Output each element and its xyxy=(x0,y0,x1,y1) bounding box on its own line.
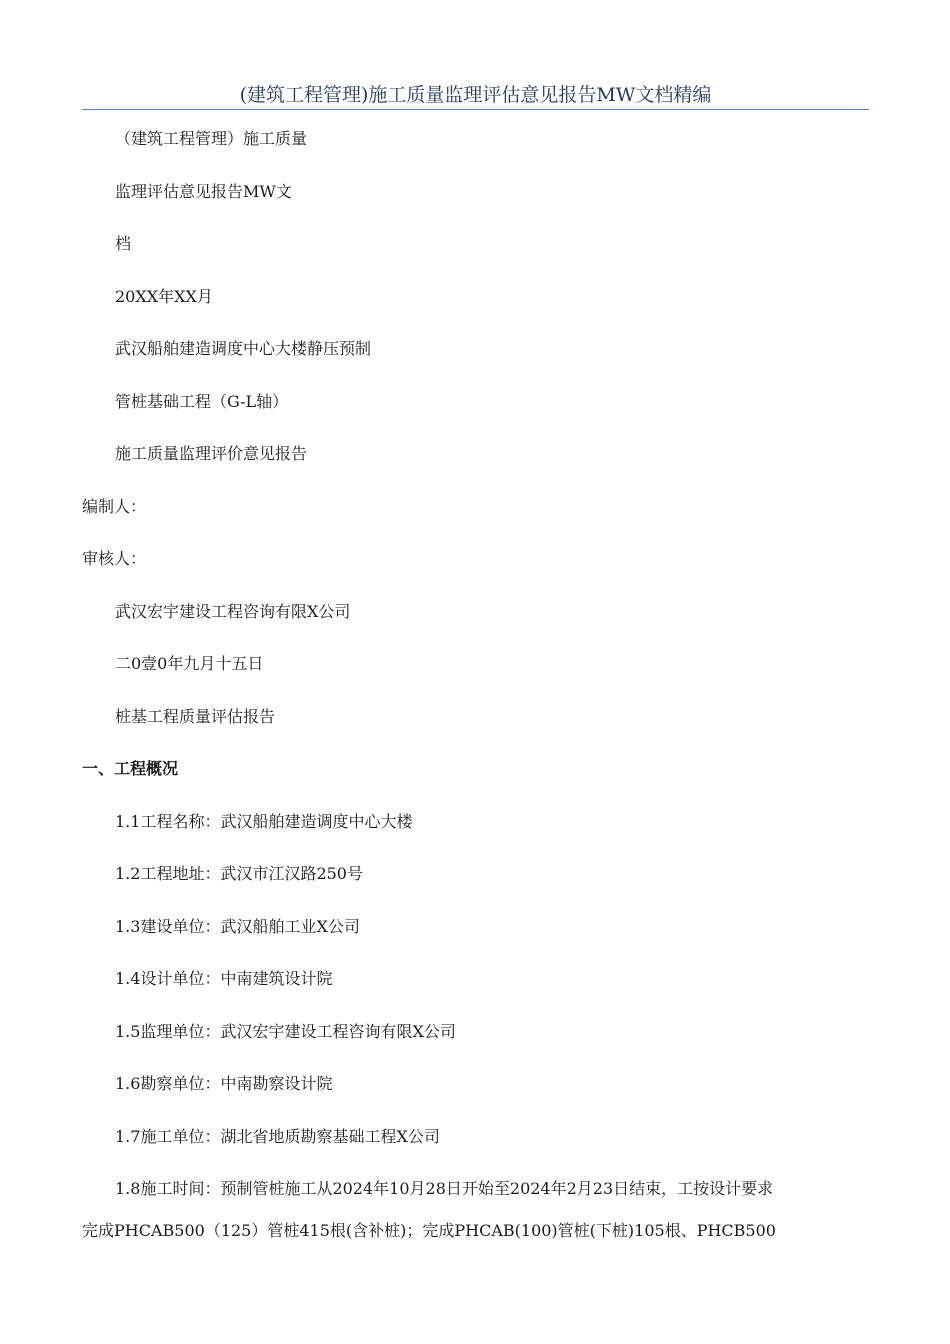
overview-item-1-2: 1.2工程地址：武汉市江汉路250号 xyxy=(115,864,363,883)
cover-date-placeholder: 20XX年XX月 xyxy=(115,287,213,306)
overview-item-1-7: 1.7施工单位：湖北省地质勘察基础工程X公司 xyxy=(115,1127,440,1146)
page-header-title: (建筑工程管理)施工质量监理评估意见报告MW文档精编 xyxy=(239,84,712,106)
overview-item-1-8-line-1: 1.8施工时间：预制管桩施工从2024年10月28日开始至2024年2月23日结束，工按设计要求 xyxy=(115,1179,774,1198)
report-name: 施工质量监理评价意见报告 xyxy=(115,444,308,463)
overview-item-1-3: 1.3建设单位：武汉船舶工业X公司 xyxy=(115,917,360,936)
reviewer-label: 审核人： xyxy=(82,549,147,568)
overview-item-1-4: 1.4设计单位：中南建筑设计院 xyxy=(115,969,333,988)
section-1-heading: 一、工程概况 xyxy=(82,759,179,778)
cover-date: 二0壹0年九月十五日 xyxy=(115,654,264,673)
overview-item-1-5: 1.5监理单位：武汉宏宇建设工程咨询有限X公司 xyxy=(115,1022,456,1041)
project-name-line-2: 管桩基础工程（G-L轴） xyxy=(115,392,289,411)
project-name-line-1: 武汉船舶建造调度中心大楼静压预制 xyxy=(115,339,372,358)
overview-item-1-8-line-2: 完成PHCAB500（125）管桩415根(含补桩)；完成PHCAB(100)管桩(下桩)105根、PHCB500 xyxy=(82,1221,776,1240)
compiler-label: 编制人： xyxy=(82,497,147,516)
report-title: 桩基工程质量评估报告 xyxy=(115,707,276,726)
company-name: 武汉宏宇建设工程咨询有限X公司 xyxy=(115,602,351,621)
overview-item-1-6: 1.6勘察单位：中南勘察设计院 xyxy=(115,1074,333,1093)
cover-title-line-2: 监理评估意见报告MW文 xyxy=(115,182,292,201)
page-header xyxy=(82,82,869,110)
cover-title-line-3: 档 xyxy=(115,234,132,253)
overview-item-1-1: 1.1工程名称：武汉船舶建造调度中心大楼 xyxy=(115,812,413,831)
cover-title-line-1: （建筑工程管理）施工质量 xyxy=(115,129,308,148)
